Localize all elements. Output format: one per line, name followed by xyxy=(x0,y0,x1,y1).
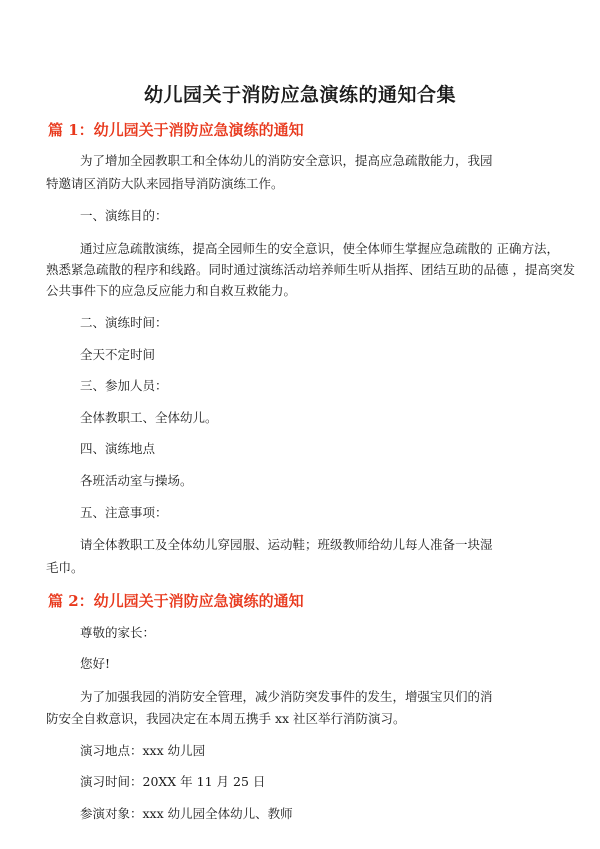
drill-location: 演习地点：xxx 幼儿园 xyxy=(80,743,206,758)
section-1-line-3: 公共事件下的应急反应能力和自救互救能力。 xyxy=(46,283,297,298)
article-1-heading: 篇 1：幼儿园关于消防应急演练的通知 xyxy=(48,121,304,139)
section-2-title: 二、演练时间： xyxy=(80,315,168,330)
section-4-text: 各班活动室与操场。 xyxy=(80,473,193,488)
article-1-intro-line-2: 特邀请区消防大队来园指导消防演练工作。 xyxy=(46,176,284,191)
section-1-title: 一、演练目的： xyxy=(80,208,168,223)
section-5-line-1: 请全体教职工及全体幼儿穿园服、运动鞋；班级教师给幼儿每人准备一块湿 xyxy=(80,537,493,552)
section-3-text: 全体教职工、全体幼儿。 xyxy=(80,410,218,425)
article-2-body-line-2: 防安全自救意识，我园决定在本周五携手 xx 社区举行消防演习。 xyxy=(46,711,406,726)
section-5-title: 五、注意事项： xyxy=(80,505,168,520)
section-1-line-2: 熟悉紧急疏散的程序和线路。同时通过演练活动培养师生听从指挥、团结互助的品德 ，提高突发 xyxy=(46,262,575,277)
section-2-text: 全天不定时间 xyxy=(80,347,156,362)
document-title: 幼儿园关于消防应急演练的通知合集 xyxy=(143,84,456,106)
article-1-intro-line-1: 为了增加全园教职工和全体幼儿的消防安全意识，提高应急疏散能力，我园 xyxy=(80,153,493,168)
section-3-title: 三、参加人员： xyxy=(80,378,168,393)
section-1-line-1: 通过应急疏散演练，提高全园师生的安全意识，使全体师生掌握应急疏散的 正确方法， xyxy=(80,241,559,256)
salutation: 尊敬的家长： xyxy=(80,625,156,640)
section-4-title: 四、演练地点 xyxy=(80,441,156,456)
drill-participants: 参演对象：xxx 幼儿园全体幼儿、教师 xyxy=(80,806,293,821)
article-2-body-line-1: 为了加强我园的消防安全管理，减少消防突发事件的发生，增强宝贝们的消 xyxy=(80,689,493,704)
article-2-heading: 篇 2：幼儿园关于消防应急演练的通知 xyxy=(48,592,304,610)
greeting: 您好! xyxy=(80,656,111,671)
section-5-line-2: 毛巾。 xyxy=(46,560,84,575)
drill-time: 演习时间：20XX 年 11 月 25 日 xyxy=(80,774,266,789)
